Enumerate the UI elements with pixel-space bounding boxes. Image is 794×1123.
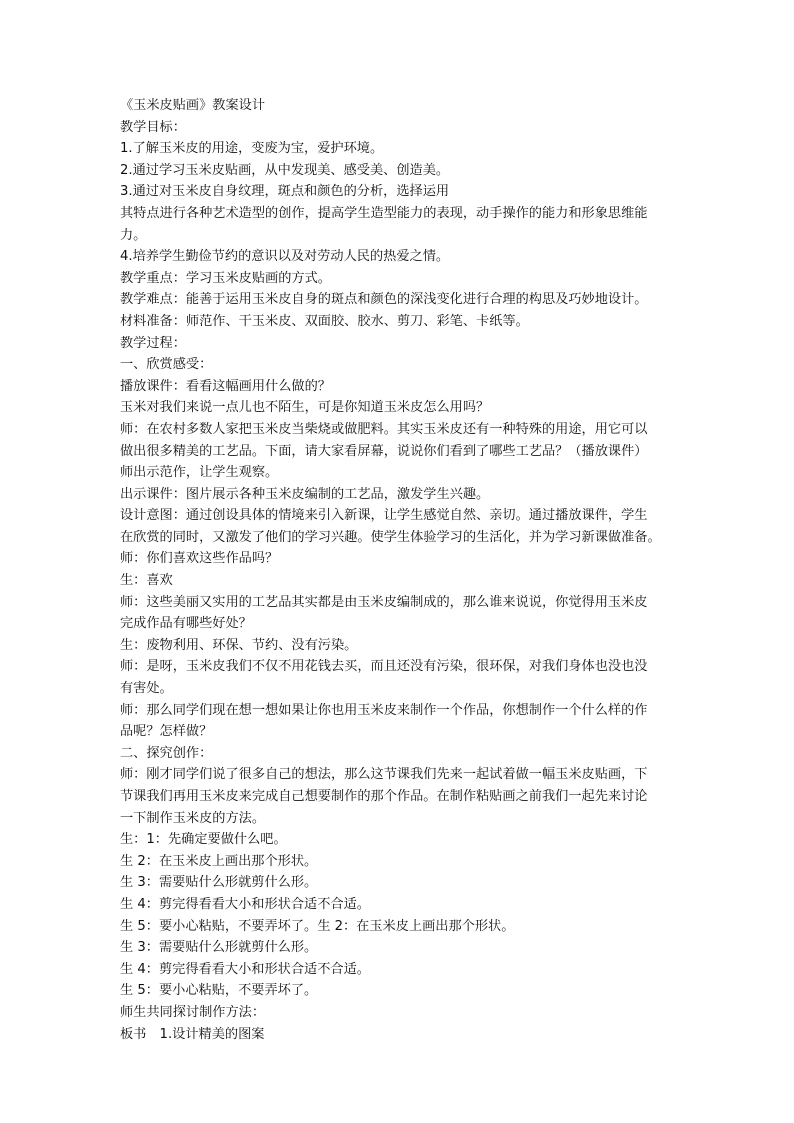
- paragraph-line: 师：你们喜欢这些作品吗？: [120, 551, 279, 567]
- student-answer: 生 4：剪完得看看大小和形状合适不合适。: [120, 896, 370, 912]
- paragraph-line: 生：废物利用、环保、节约、没有污染。: [120, 637, 358, 653]
- paragraph-line: 玉米对我们来说一点儿也不陌生，可是你知道玉米皮怎么用吗？: [120, 400, 490, 416]
- student-answer: 生 5：要小心粘贴，不要弄坏了。生 2：在玉米皮上画出那个形状。: [120, 918, 515, 934]
- heading-process: 教学过程：: [120, 335, 186, 351]
- goal-4: 4.培养学生勤俭节约的意识以及对劳动人民的热爱之情。: [120, 249, 450, 265]
- key-point: 教学重点：学习玉米皮贴画的方式。: [120, 270, 331, 286]
- student-answer: 生 2：在玉米皮上画出那个形状。: [120, 853, 318, 869]
- difficult-point: 教学难点：能善于运用玉米皮自身的斑点和颜色的深浅变化进行合理的构思及巧妙地设计。: [120, 292, 648, 308]
- paragraph-line: 师：刚才同学们说了很多自己的想法，那么这节课我们先来一起试着做一幅玉米皮贴画，下: [120, 767, 648, 783]
- student-answer: 生 3：需要贴什么形就剪什么形。: [120, 875, 318, 891]
- paragraph-line: 师生共同探讨制作方法：: [120, 1004, 266, 1020]
- student-answer: 生 4：剪完得看看大小和形状合适不合适。: [120, 961, 370, 977]
- paragraph-line: 一下制作玉米皮的方法。: [120, 810, 266, 826]
- paragraph-line: 师出示范作，让学生观察。: [120, 465, 279, 481]
- student-answer: 生：1：先确定要做什么吧。: [120, 832, 287, 848]
- paragraph-line: 在欣赏的同时，又激发了他们的学习兴趣。使学生体验学习的生活化，并为学习新课做准备。: [120, 529, 661, 545]
- paragraph-line: 出示课件：图片展示各种玉米皮编制的工艺品，激发学生兴趣。: [120, 486, 490, 502]
- paragraph-line: 完成作品有哪些好处？: [120, 616, 252, 632]
- student-answer: 生 3：需要贴什么形就剪什么形。: [120, 940, 318, 956]
- paragraph-line: 品呢？怎样做？: [120, 724, 213, 740]
- paragraph-line: 有害处。: [120, 681, 173, 697]
- paragraph-line: 播放课件：看看这幅画用什么做的？: [120, 378, 331, 394]
- goal-2: 2.通过学习玉米皮贴画，从中发现美、感受美、创造美。: [120, 162, 450, 178]
- doc-title: 《玉米皮贴画》教案设计: [120, 98, 266, 113]
- paragraph-line: 节课我们再用玉米皮来完成自己想要制作的那个作品。在制作粘贴画之前我们一起先来讨论: [120, 789, 648, 804]
- paragraph-line: 做出很多精美的工艺品。下面，请大家看屏幕，说说你们看到了哪些工艺品？（播放课件）: [120, 443, 648, 459]
- paragraph-line: 师：在农村多数人家把玉米皮当柴烧或做肥料。其实玉米皮还有一种特殊的用途，用它可以: [120, 421, 648, 437]
- paragraph-line: 师：这些美丽又实用的工艺品其实都是由玉米皮编制成的，那么谁来说说，你觉得用玉米皮: [120, 594, 648, 610]
- blackboard-note: 板书 1.设计精美的图案: [120, 1026, 265, 1042]
- section-2-title: 二、探究创作：: [120, 745, 213, 761]
- paragraph-line: 生：喜欢: [120, 573, 173, 589]
- goal-3-cont: 其特点进行各种艺术造型的创作，提高学生造型能力的表现，动手操作的能力和形象思维能: [120, 205, 648, 221]
- goal-1: 1.了解玉米皮的用途，变废为宝，爱护环境。: [120, 141, 384, 157]
- student-answer: 生 5：要小心粘贴，不要弄坏了。: [120, 983, 318, 999]
- heading-goals: 教学目标：: [120, 119, 186, 135]
- paragraph-line: 师：那么同学们现在想一想如果让你也用玉米皮来制作一个作品，你想制作一个什么样的作: [120, 702, 648, 718]
- materials: 材料准备：师范作、干玉米皮、双面胶、胶水、剪刀、彩笔、卡纸等。: [120, 313, 529, 329]
- section-1-title: 一、欣赏感受：: [120, 357, 213, 373]
- goal-3: 3.通过对玉米皮自身纹理，斑点和颜色的分析，选择运用: [120, 184, 450, 200]
- document-body: [120, 95, 680, 1045]
- goal-3-end: 力。: [120, 227, 147, 243]
- paragraph-line: 设计意图：通过创设具体的情境来引入新课，让学生感觉自然、亲切。通过播放课件，学生: [120, 508, 648, 524]
- paragraph-line: 师：是呀，玉米皮我们不仅不用花钱去买，而且还没有污染，很环保，对我们身体也没也没: [120, 659, 648, 675]
